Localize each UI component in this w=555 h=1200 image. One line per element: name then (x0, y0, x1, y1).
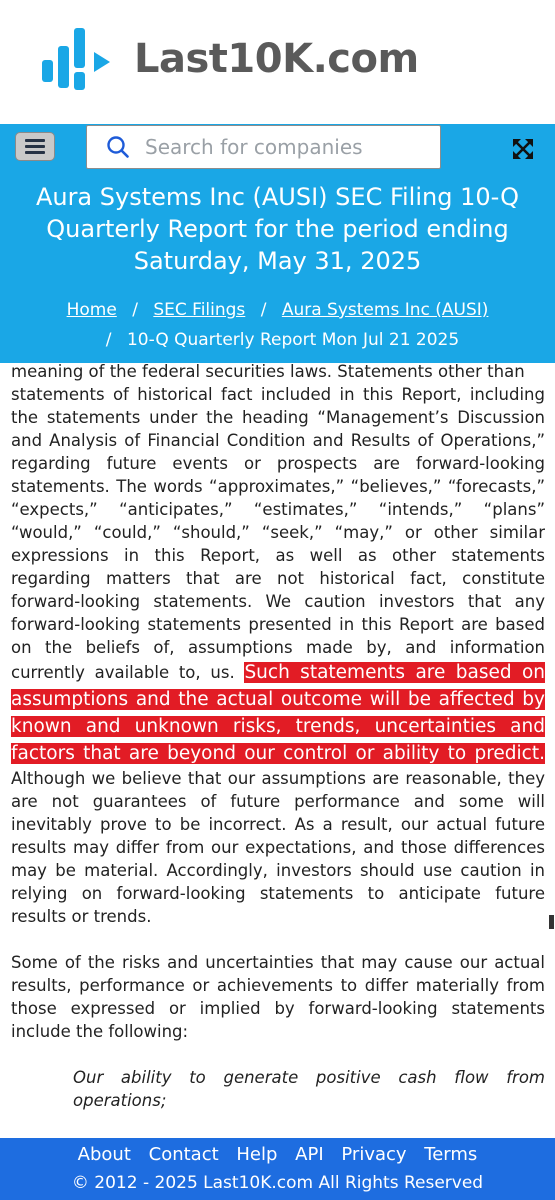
hamburger-menu-button[interactable] (15, 132, 55, 161)
footer-link-terms[interactable]: Terms (424, 1144, 478, 1165)
search-box[interactable] (86, 125, 441, 169)
site-header (0, 0, 555, 124)
footer-link-contact[interactable]: Contact (148, 1144, 219, 1165)
search-input[interactable] (145, 134, 430, 160)
breadcrumb-current: 10-Q Quarterly Report Mon Jul 21 2025 (126, 330, 460, 350)
clipped-text-line: meaning of the federal securities laws. Statements other than (11, 362, 525, 381)
filing-text (11, 360, 545, 1138)
risks-paragraph: Some of the risks and uncertainties that may cause our actual results, performance or achievements to differ materially from those expressed or implied by forward-looking statements include the following: (11, 953, 545, 1041)
footer-link-privacy[interactable]: Privacy (341, 1144, 407, 1165)
risk-list-item: Our ability to generate positive cash flow from operations; (73, 1068, 545, 1110)
site-footer (0, 1138, 555, 1200)
breadcrumb-home-link[interactable]: Home (66, 300, 117, 320)
highlighted-sentence: Such statements are based on assumptions and the actual outcome will be affected by known and unknown risks, trends, uncertainties and factors that are beyond our control or ability to predict. (11, 662, 545, 764)
copyright-text: © 2012 - 2025 Last10K.com All Rights Reserved (71, 1173, 484, 1193)
search-icon (107, 136, 129, 158)
breadcrumb (0, 295, 555, 355)
logo-text[interactable]: Last10K.com (134, 36, 419, 82)
scrollbar-thumb[interactable] (549, 915, 554, 929)
page-title: Aura Systems Inc (AUSI) SEC Filing 10-Q Quarterly Report for the period ending Saturday, May 31, 2025 (35, 183, 520, 275)
breadcrumb-company-link[interactable]: Aura Systems Inc (AUSI) (281, 300, 489, 320)
breadcrumb-separator: / (105, 330, 112, 350)
logo-icon[interactable] (42, 22, 114, 98)
paragraph-text: Although we believe that our assumptions are reasonable, they are not guarantees of future performance and some will inevitably prove to be incorrect. As a result, our actual future results may differ from our expectations, and those differences may be material. Accordingly, investors should use caution in relying on forward-looking statements to anticipate future results or trends. (11, 769, 545, 926)
forward-looking-paragraph (11, 383, 545, 928)
footer-link-api[interactable]: API (295, 1144, 324, 1165)
breadcrumb-separator: / (132, 300, 138, 320)
breadcrumb-sec-filings-link[interactable]: SEC Filings (153, 300, 246, 320)
breadcrumb-separator: / (260, 300, 267, 320)
footer-links (0, 1143, 555, 1167)
footer-link-help[interactable]: Help (236, 1144, 278, 1165)
footer-link-about[interactable]: About (77, 1144, 131, 1165)
paragraph-text: statements of historical fact included in this Report, including the statements under the heading “Management’s Discussion and Analysis of Financial Condition and Results of Operations,” regarding future events or prospects are forward-looking statements. The words “approximates,” “believes,” “forecasts,” “expects,” “anticipates,” “estimates,” “intends,” “plans” “would,” “could,” “should,” “seek,” “may,” or other similar expressions in this Report, as well as other statements regarding matters that are not historical fact, constitute forward-looking statements. We caution investors that any forward-looking statements presented in this Report are based on the beliefs of, assumptions made by, and information currently available to, us. (11, 385, 545, 682)
expand-icon[interactable] (512, 138, 534, 160)
